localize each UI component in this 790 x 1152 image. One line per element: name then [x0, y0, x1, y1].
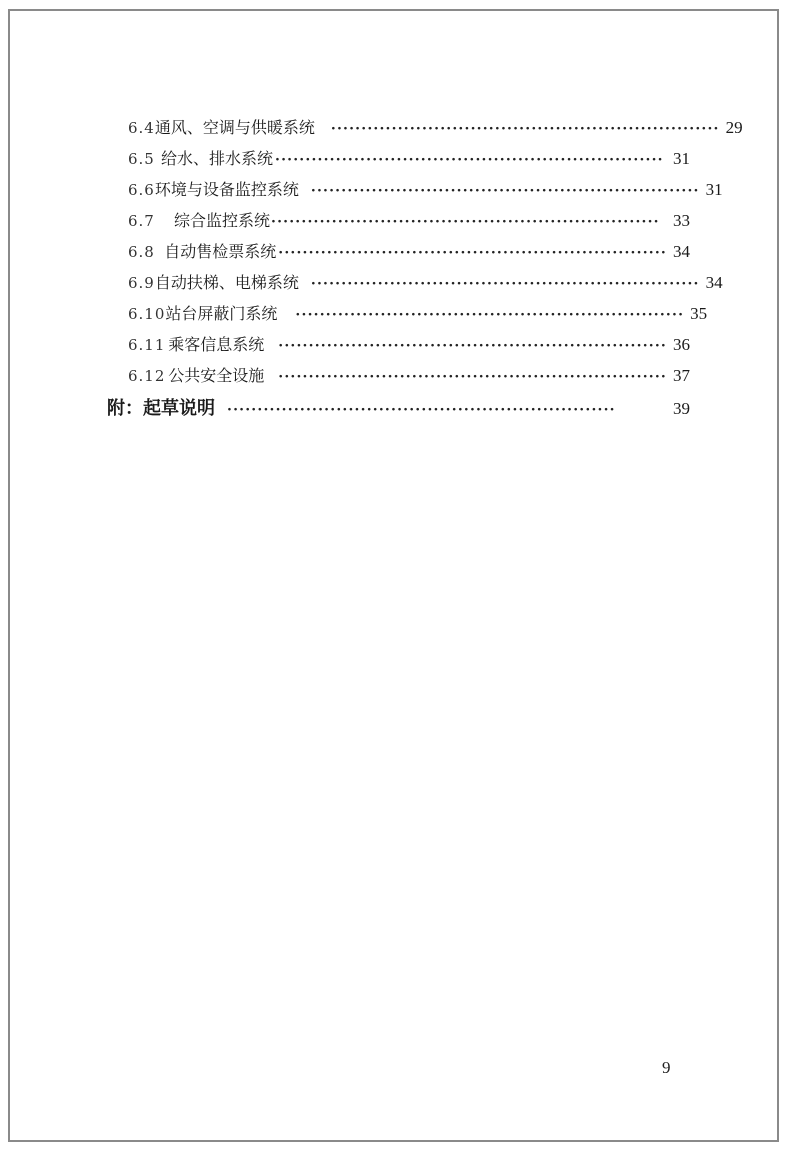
toc-entry-title: 综合监控系统	[174, 211, 271, 230]
toc-entry-6-11[interactable]	[128, 332, 690, 360]
toc-entry-page: 29	[725, 118, 743, 137]
toc-entry-page: 34	[705, 273, 723, 292]
toc-appendix-title: 附：起草说明	[107, 398, 215, 419]
toc-entry-6-4[interactable]	[128, 115, 743, 143]
toc-entry-6-6[interactable]	[128, 177, 723, 205]
toc-leader-dots: ································································	[271, 214, 660, 230]
toc-entry-page: 33	[673, 211, 690, 230]
toc-entry-number: 6.6	[128, 181, 155, 199]
toc-entry-6-10[interactable]	[128, 301, 708, 329]
toc-leader-dots: ································································	[330, 121, 720, 137]
toc-entry-6-7[interactable]	[128, 208, 690, 236]
document-page	[8, 9, 779, 1142]
toc-entry-title: 自动扶梯、电梯系统	[154, 273, 299, 292]
toc-leader-dots: ································································	[227, 402, 616, 418]
toc-entry-number: 6.10	[128, 305, 166, 323]
toc-leader-dots: ································································	[310, 276, 700, 292]
toc-entry-appendix[interactable]	[107, 394, 690, 422]
toc-leader-dots: ································································	[275, 152, 664, 168]
toc-entry-title: 站台屏蔽门系统	[165, 304, 278, 323]
table-of-contents	[10, 11, 777, 1140]
toc-entry-page: 36	[673, 335, 690, 354]
toc-entry-title: 乘客信息系统	[168, 335, 265, 354]
toc-entry-number: 6.4	[128, 119, 155, 137]
toc-entry-page: 34	[673, 242, 690, 261]
toc-entry-title: 通风、空调与供暖系统	[154, 118, 315, 137]
toc-entry-title: 自动售检票系统	[164, 242, 277, 261]
toc-entry-number: 6.11	[128, 336, 166, 354]
toc-leader-dots: ································································	[295, 307, 685, 323]
toc-entry-title: 给水、排水系统	[161, 149, 274, 168]
toc-entry-6-5[interactable]	[128, 146, 690, 174]
toc-entry-6-12[interactable]	[128, 363, 690, 391]
toc-entry-page: 31	[673, 149, 690, 168]
toc-entry-page: 37	[673, 366, 690, 385]
toc-leader-dots: ································································	[278, 369, 667, 385]
toc-leader-dots: ································································	[278, 338, 667, 354]
toc-entry-title: 公共安全设施	[168, 366, 265, 385]
toc-entry-title: 环境与设备监控系统	[154, 180, 299, 199]
toc-leader-dots: ································································	[278, 245, 667, 261]
toc-entry-number: 6.7	[128, 212, 155, 230]
toc-entry-number: 6.9	[128, 274, 155, 292]
toc-entry-6-9[interactable]	[128, 270, 723, 298]
footer-page-number: 9	[662, 1058, 671, 1077]
toc-entry-number: 6.12	[128, 367, 166, 385]
toc-entry-page: 31	[705, 180, 723, 199]
toc-appendix-page: 39	[673, 399, 690, 418]
toc-entry-number: 6.5	[128, 150, 155, 168]
toc-leader-dots: ································································	[310, 183, 700, 199]
toc-entry-6-8[interactable]	[128, 239, 690, 267]
toc-entry-number: 6.8	[128, 243, 155, 261]
toc-entry-page: 35	[690, 304, 708, 323]
